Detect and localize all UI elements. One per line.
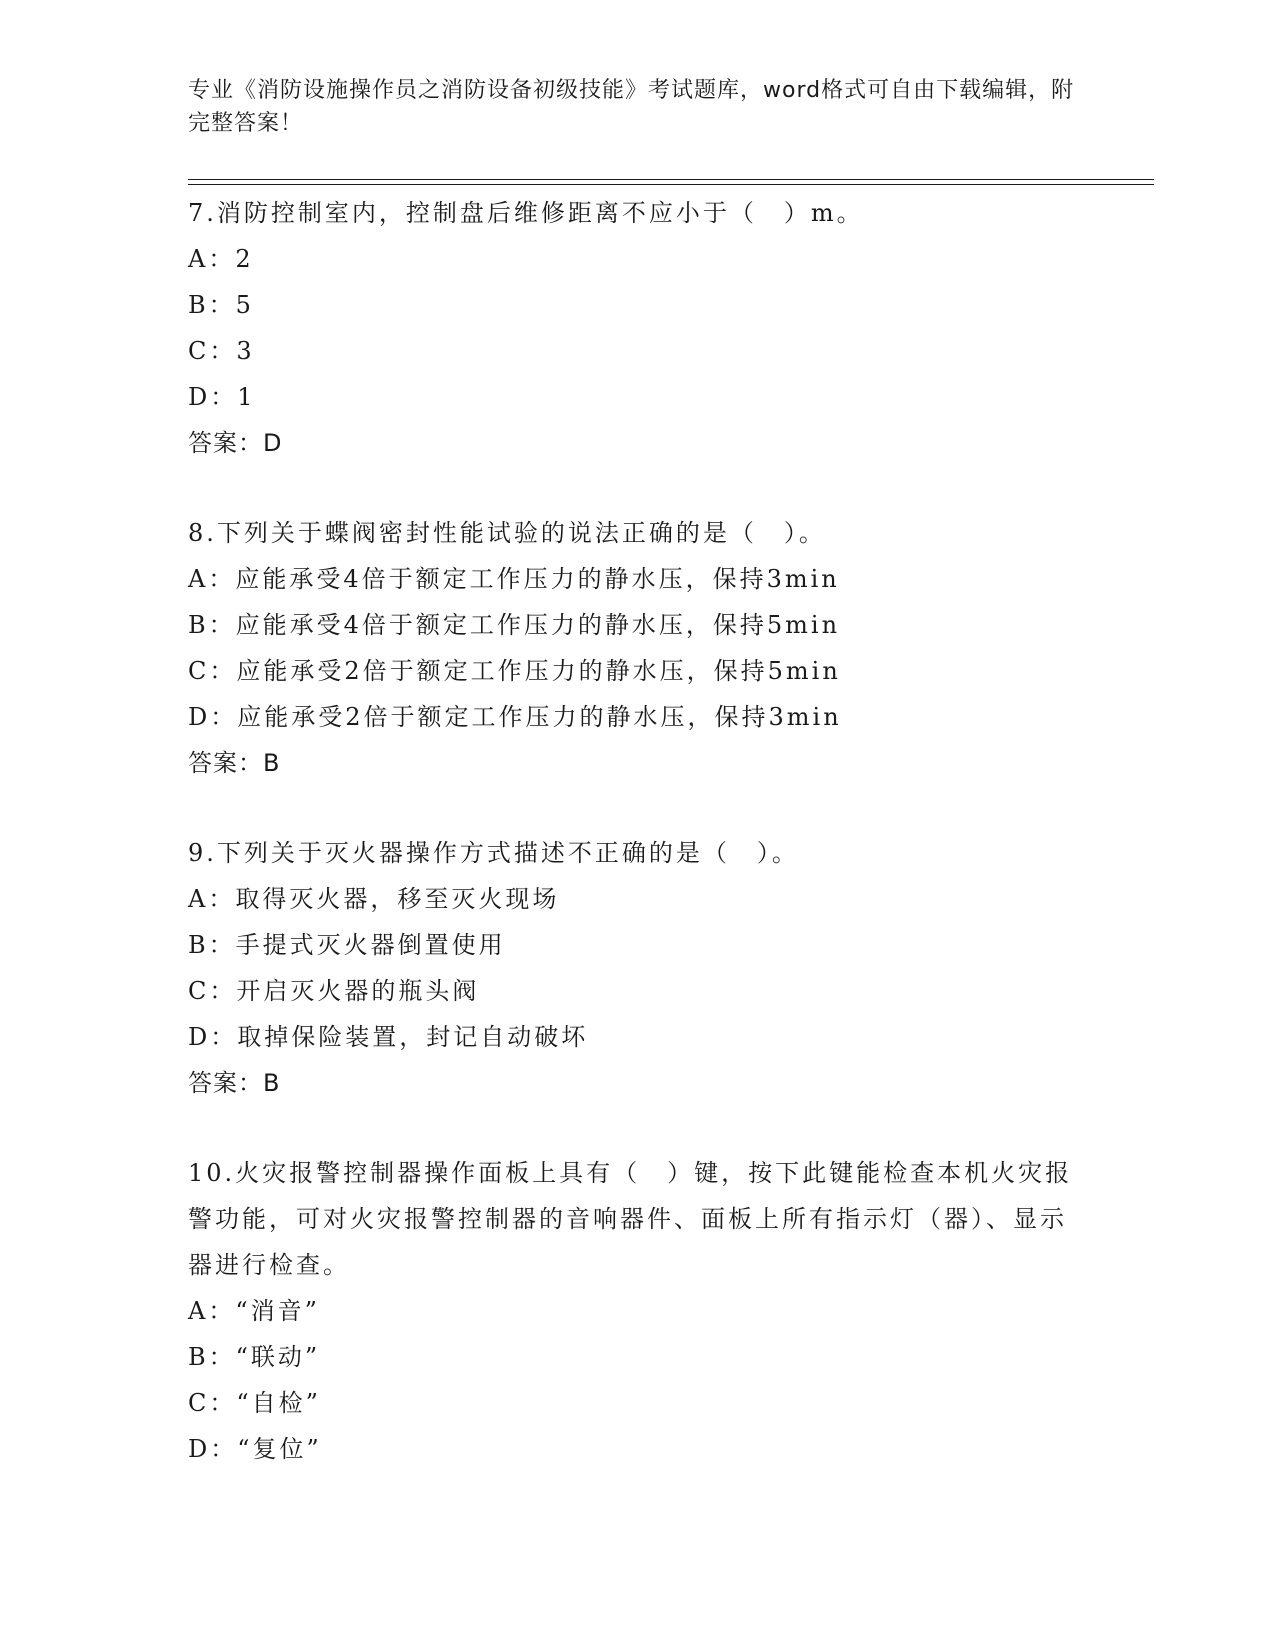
option-d: D：应能承受2倍于额定工作压力的静水压，保持3min (188, 703, 842, 731)
question-8 (188, 510, 1088, 786)
option-c: C：应能承受2倍于额定工作压力的静水压，保持5min (188, 657, 841, 685)
question-stem: 8.下列关于蝶阀密封性能试验的说法正确的是（ ）。 (188, 519, 826, 547)
option-d: D：“复位” (188, 1435, 322, 1463)
option-a: A：2 (188, 245, 254, 273)
answer: 答案：D (188, 429, 283, 457)
question-7 (188, 190, 1088, 466)
question-stem: 7.消防控制室内，控制盘后维修距离不应小于（ ）m。 (188, 199, 864, 227)
question-stem: 9.下列关于灭火器操作方式描述不正确的是（ ）。 (188, 839, 799, 867)
option-c: C：3 (188, 337, 255, 365)
question-10 (188, 1150, 1088, 1472)
question-9 (188, 830, 1088, 1106)
answer: 答案：B (188, 749, 281, 777)
option-c: C：“自检” (188, 1389, 321, 1417)
option-b: B：5 (188, 291, 254, 319)
option-b: B：“联动” (188, 1343, 321, 1371)
option-b: B：应能承受4倍于额定工作压力的静水压，保持5min (188, 611, 841, 639)
option-a: A：“消音” (188, 1297, 320, 1325)
option-d: D：取掉保险装置，封记自动破坏 (188, 1023, 589, 1051)
document-header: 专业《消防设施操作员之消防设备初级技能》考试题库，word格式可自由下载编辑，附完整答案！ (188, 78, 1075, 136)
answer: 答案：B (188, 1069, 281, 1097)
header-divider-top (188, 179, 1154, 180)
option-b: B：手提式灭火器倒置使用 (188, 931, 506, 959)
question-stem: 10.火灾报警控制器操作面板上具有（ ）键，按下此键能检查本机火灾报警功能，可对火灾报警控制器的音响器件、面板上所有指示灯（器）、显示器进行检查。 (188, 1159, 1073, 1279)
option-c: C：开启灭火器的瓶头阀 (188, 977, 480, 1005)
header-divider-bottom (188, 184, 1154, 185)
option-a: A：应能承受4倍于额定工作压力的静水压，保持3min (188, 565, 840, 593)
option-d: D：1 (188, 383, 256, 411)
option-a: A：取得灭火器，移至灭火现场 (188, 885, 560, 913)
